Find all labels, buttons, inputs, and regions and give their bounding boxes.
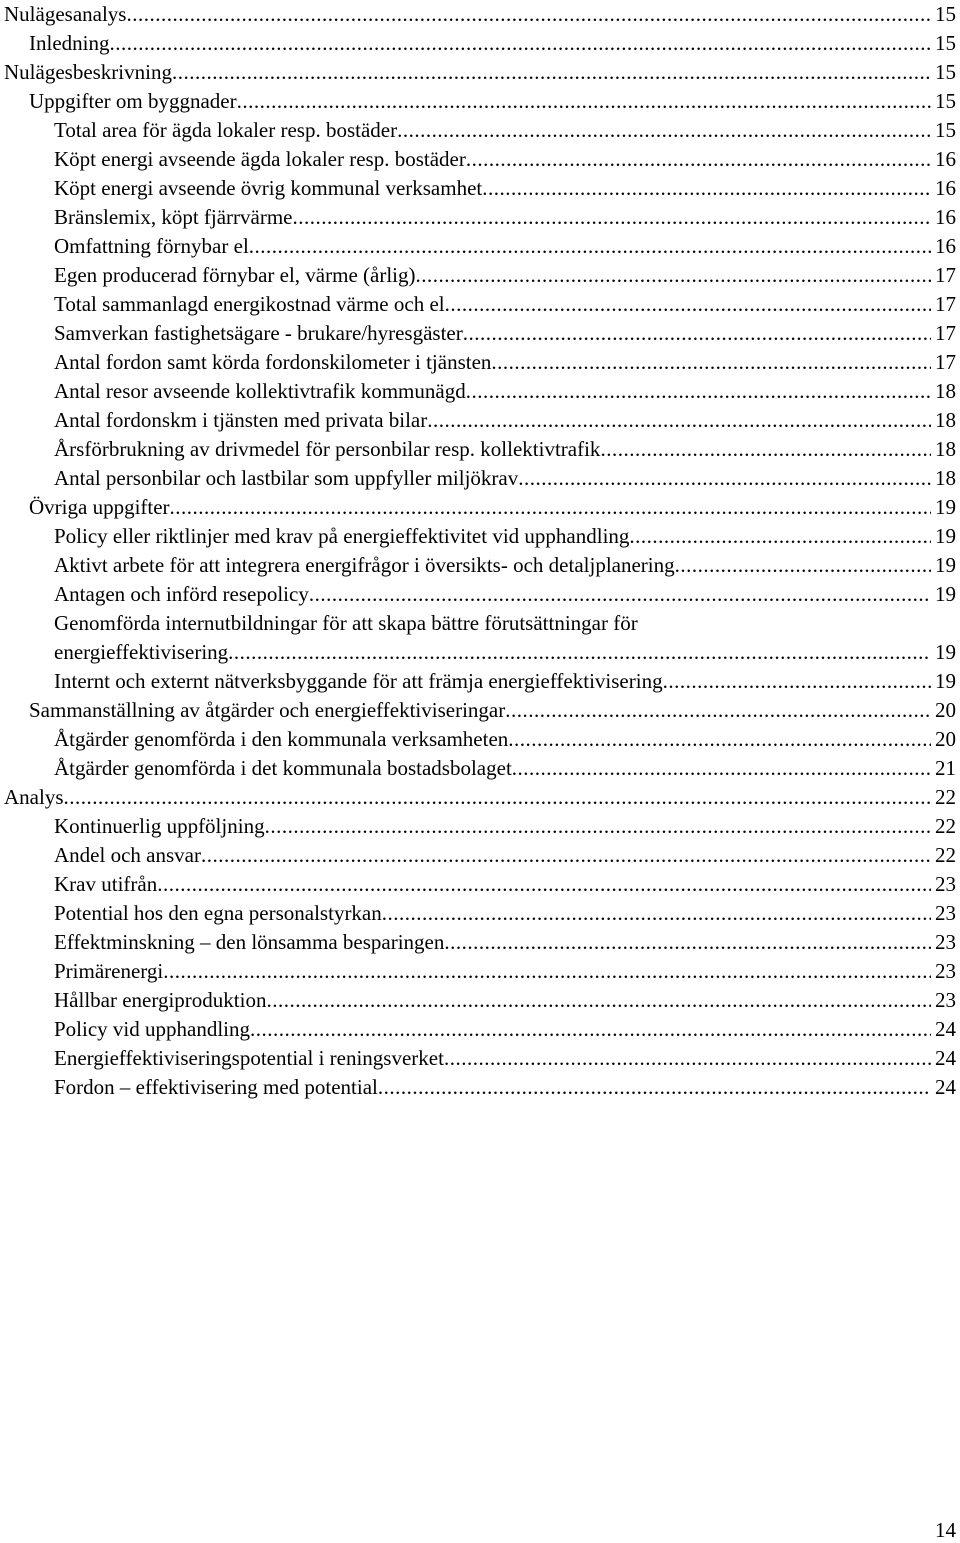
dot-leader [491, 348, 931, 377]
toc-entry-title: Sammanställning av åtgärder och energieffektiviseringar [29, 698, 506, 722]
toc-entry-title: Inledning [29, 31, 110, 55]
toc-entry[interactable] [0, 377, 960, 406]
dot-leader [663, 667, 931, 696]
toc-entry-page: 18 [935, 408, 956, 432]
toc-entry-title: Nulägesanalys [4, 2, 127, 26]
toc-entry-title: Årsförbrukning av drivmedel för personbilar resp. kollektivtrafik [54, 437, 601, 461]
toc-entry-page: 22 [935, 814, 956, 838]
toc-entry[interactable] [0, 928, 960, 957]
toc-entry-title: Total area för ägda lokaler resp. bostäder [54, 118, 398, 142]
toc-entry-title-line: Genomförda internutbildningar för att skapa bättre förutsättningar för [54, 611, 638, 635]
toc-entry[interactable] [0, 319, 960, 348]
toc-entry-title: Köpt energi avseende övrig kommunal verksamhet [54, 176, 483, 200]
toc-entry-page: 19 [935, 640, 956, 664]
toc-entry[interactable] [0, 464, 960, 493]
toc-entry-title: Policy eller riktlinjer med krav på energieffektivitet vid upphandling [54, 524, 630, 548]
toc-entry-title: Andel och ansvar [54, 843, 201, 867]
dot-leader [508, 725, 931, 754]
dot-leader [265, 812, 931, 841]
dot-leader [172, 58, 931, 87]
toc-entry[interactable] [0, 174, 960, 203]
toc-entry-page: 20 [935, 698, 956, 722]
dot-leader [201, 841, 931, 870]
dot-leader [378, 1073, 931, 1102]
toc-entry-title: Åtgärder genomförda i det kommunala bostadsbolaget [54, 756, 512, 780]
dot-leader [397, 116, 931, 145]
toc-entry[interactable] [0, 986, 960, 1015]
toc-entry[interactable] [0, 406, 960, 435]
dot-leader [445, 290, 931, 319]
toc-entry-page: 16 [935, 147, 956, 171]
toc-entry-page: 16 [935, 234, 956, 258]
dot-leader [109, 29, 931, 58]
toc-entry-title: Effektminskning – den lönsamma besparingen [54, 930, 445, 954]
dot-leader [250, 1015, 931, 1044]
dot-leader [157, 870, 931, 899]
toc-entry[interactable] [0, 841, 960, 870]
toc-entry-title: Aktivt arbete för att integrera energifrågor i översikts- och detaljplanering [54, 553, 675, 577]
toc-entry-page: 23 [935, 901, 956, 925]
toc-entry-title: Köpt energi avseende ägda lokaler resp. bostäder [54, 147, 466, 171]
dot-leader [382, 899, 931, 928]
toc-entry-page: 23 [935, 930, 956, 954]
toc-entry-title: Fordon – effektivisering med potential [54, 1075, 378, 1099]
toc-entry-title: Antagen och införd resepolicy [54, 582, 309, 606]
toc-entry[interactable] [0, 1015, 960, 1044]
toc-entry[interactable] [0, 435, 960, 464]
toc-entry-page: 15 [935, 89, 956, 113]
toc-entry-page: 19 [935, 495, 956, 519]
toc-entry-title: Antal fordon samt körda fordonskilometer i tjänsten [54, 350, 492, 374]
toc-entry-title: Total sammanlagd energikostnad värme och el [54, 292, 445, 316]
toc-entry[interactable] [0, 870, 960, 899]
toc-entry-title: Primärenergi [54, 959, 164, 983]
toc-entry-title: Antal resor avseende kollektivtrafik kommunägd [54, 379, 466, 403]
toc-entry-page: 18 [935, 466, 956, 490]
toc-entry[interactable] [0, 899, 960, 928]
toc-entry-title: Omfattning förnybar el [54, 234, 249, 258]
toc-entry[interactable] [0, 696, 960, 725]
toc-entry-title: energieffektivisering [54, 640, 229, 664]
toc-entry[interactable] [0, 667, 960, 696]
toc-entry-page: 15 [935, 2, 956, 26]
toc-entry[interactable] [0, 522, 960, 551]
toc-entry-title: Uppgifter om byggnader [29, 89, 237, 113]
dot-leader [444, 1044, 931, 1073]
toc-entry-page: 16 [935, 176, 956, 200]
toc-entry-title: Samverkan fastighetsägare - brukare/hyresgäster [54, 321, 463, 345]
toc-entry-page: 22 [935, 785, 956, 809]
toc-entry-page: 15 [935, 118, 956, 142]
toc-entry-title: Nulägesbeskrivning [4, 60, 172, 84]
toc-entry-page: 24 [935, 1017, 956, 1041]
toc-entry[interactable] [0, 29, 960, 58]
toc-entry-title: Antal fordonskm i tjänsten med privata bilar [54, 408, 428, 432]
toc-entry[interactable] [0, 87, 960, 116]
dot-leader [505, 696, 931, 725]
toc-entry-page: 15 [935, 31, 956, 55]
toc-entry-page: 21 [935, 756, 956, 780]
dot-leader [249, 232, 931, 261]
toc-entry-page: 23 [935, 988, 956, 1012]
toc-entry[interactable] [0, 783, 960, 812]
toc-entry-title: Internt och externt nätverksbyggande för att främja energieffektivisering [54, 669, 663, 693]
toc-entry-page: 22 [935, 843, 956, 867]
toc-entry-page: 17 [935, 350, 956, 374]
toc-entry-page: 19 [935, 669, 956, 693]
toc-entry[interactable] [0, 580, 960, 609]
toc-entry-page: 18 [935, 437, 956, 461]
toc-entry-title: Hållbar energiproduktion [54, 988, 267, 1012]
toc-entry[interactable] [0, 1044, 960, 1073]
dot-leader [512, 754, 931, 783]
toc-entry[interactable] [0, 551, 960, 580]
dot-leader [237, 87, 931, 116]
toc-entry[interactable] [0, 261, 960, 290]
toc-entry-page: 20 [935, 727, 956, 751]
dot-leader [466, 377, 931, 406]
toc-entry-title: Kontinuerlig uppföljning [54, 814, 265, 838]
toc-entry-page: 23 [935, 959, 956, 983]
toc-entry-title: Energieffektiviseringspotential i reningsverket [54, 1046, 444, 1070]
toc-entry-title: Potential hos den egna personalstyrkan [54, 901, 382, 925]
dot-leader [309, 580, 931, 609]
toc-entry-page: 15 [935, 60, 956, 84]
toc-entry[interactable] [0, 609, 960, 667]
dot-leader [293, 203, 931, 232]
toc-entry[interactable] [0, 754, 960, 783]
dot-leader [427, 406, 931, 435]
dot-leader [64, 783, 932, 812]
toc-entry-page: 23 [935, 872, 956, 896]
dot-leader [266, 986, 931, 1015]
toc-entry[interactable] [0, 290, 960, 319]
dot-leader [126, 0, 931, 29]
toc-entry-page: 19 [935, 524, 956, 548]
dot-leader [482, 174, 931, 203]
toc-entry[interactable] [0, 812, 960, 841]
toc-entry[interactable] [0, 1073, 960, 1102]
toc-entry-title: Åtgärder genomförda i den kommunala verksamheten [54, 727, 509, 751]
dot-leader [518, 464, 931, 493]
toc-entry-page: 19 [935, 553, 956, 577]
toc-entry-page: 17 [935, 292, 956, 316]
toc-entry[interactable] [0, 203, 960, 232]
dot-leader [416, 261, 932, 290]
toc-entry-page: 19 [935, 582, 956, 606]
dot-leader [600, 435, 931, 464]
toc-entry[interactable] [0, 957, 960, 986]
toc-entry-title: Policy vid upphandling [54, 1017, 250, 1041]
toc-entry-page: 17 [935, 263, 956, 287]
dot-leader [675, 551, 931, 580]
dot-leader [463, 319, 931, 348]
dot-leader [466, 145, 931, 174]
toc-entry[interactable] [0, 116, 960, 145]
dot-leader [228, 638, 931, 667]
toc-entry-title: Antal personbilar och lastbilar som uppfyller miljökrav [54, 466, 519, 490]
page-number: 14 [935, 1518, 956, 1542]
dot-leader [444, 928, 931, 957]
toc-entry-title: Bränslemix, köpt fjärrvärme [54, 205, 293, 229]
toc-entry-page: 17 [935, 321, 956, 345]
toc-entry-page: 24 [935, 1046, 956, 1070]
dot-leader [629, 522, 931, 551]
toc-entry[interactable] [0, 0, 960, 29]
toc-entry-page: 16 [935, 205, 956, 229]
toc-entry-page: 24 [935, 1075, 956, 1099]
dot-leader [163, 957, 931, 986]
toc-entry-title: Egen producerad förnybar el, värme (årlig) [54, 263, 416, 287]
dot-leader [170, 493, 931, 522]
toc-entry-title: Övriga uppgifter [29, 495, 170, 519]
toc-entry-title: Analys [4, 785, 64, 809]
toc-entry[interactable] [0, 493, 960, 522]
toc-entry[interactable] [0, 58, 960, 87]
toc-entry-title: Krav utifrån [54, 872, 158, 896]
toc-entry[interactable] [0, 725, 960, 754]
toc-entry[interactable] [0, 232, 960, 261]
toc-entry[interactable] [0, 348, 960, 377]
toc-entry[interactable] [0, 145, 960, 174]
toc-entry-page: 18 [935, 379, 956, 403]
